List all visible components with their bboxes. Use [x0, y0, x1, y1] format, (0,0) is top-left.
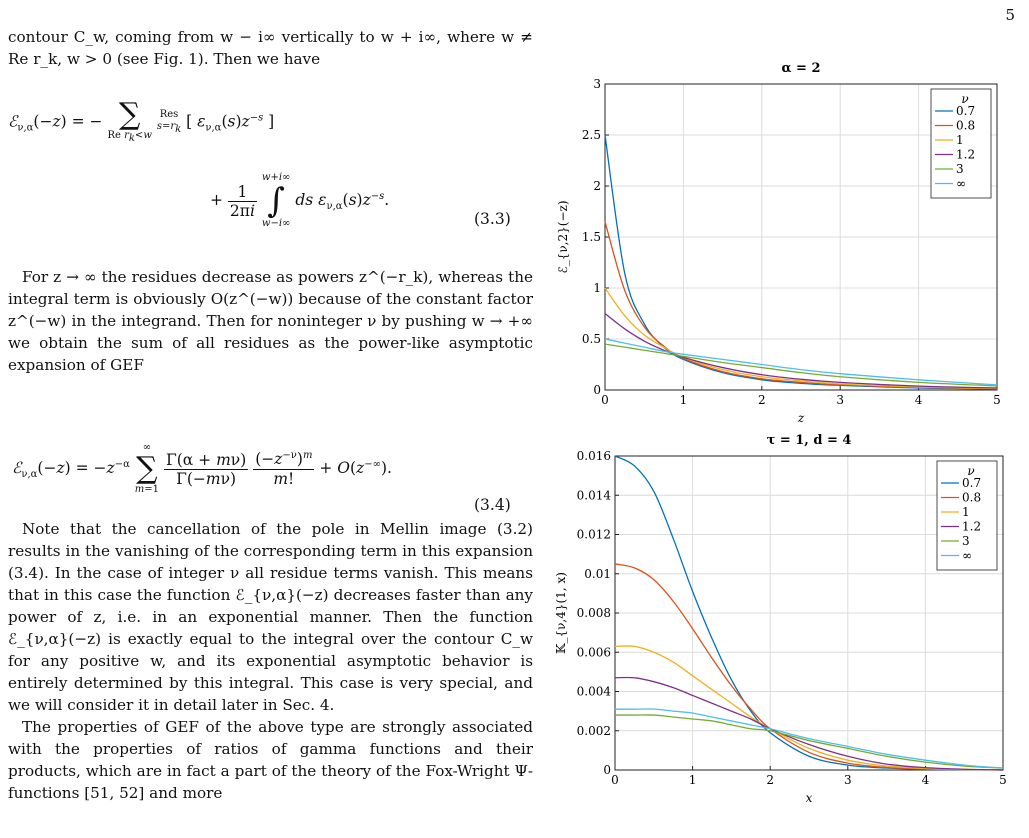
x-tick-label: 3	[843, 773, 852, 787]
y-tick-label: 0.012	[576, 527, 611, 542]
legend-entry: 0.8	[956, 118, 976, 133]
x-axis-label: z	[797, 411, 805, 425]
x-tick-label: 3	[836, 393, 845, 407]
x-tick-label: 1	[688, 773, 697, 787]
text-column	[8, 26, 533, 72]
chart-tau-1-d-4	[555, 428, 1005, 808]
paragraph-2: For z → ∞ the residues decrease as powers z^(−r_k), whereas the integral term is obviously O(z^(−w)) because of the constant factor z^(−w) in the integrand. Then for noninteger ν by pushing w → +∞ we obtain the sum of all residues as the power-like asymptotic expansion of GEF	[8, 268, 533, 374]
x-tick-label: 1	[679, 393, 688, 407]
series-line-2	[605, 222, 997, 389]
legend-entry: 3	[956, 162, 964, 176]
y-tick-label: 0.016	[576, 449, 611, 463]
paragraph-3: Note that the cancellation of the pole in Mellin image (3.2) results in the vanishing of the corresponding term in this expansion (3.4). In the case of integer ν all residue terms vanish. This means that in this case the function ℰ_{ν,α}(−z) decreases faster than any power of z, i.e. in an exponential manner. Then the function ℰ_{ν,α}(−z) is exactly equal to the integral over the contour C_w for any positive w, and its exponential asymptotic behavior is entirely determined by this integral. This case is very special, and we will consider it in detail later in Sec. 4.	[8, 520, 533, 714]
x-tick-label: 4	[914, 393, 923, 407]
y-tick-label: 1	[593, 281, 601, 295]
equation-3-4-label: (3.4)	[474, 496, 511, 514]
x-tick-label: 0	[611, 773, 619, 787]
x-tick-label: 2	[766, 773, 775, 787]
y-tick-label: 0	[603, 763, 611, 777]
y-tick-label: 0.01	[584, 566, 611, 581]
series-line-3	[615, 646, 1003, 770]
y-tick-label: 0.006	[576, 645, 611, 660]
equation-3-3-line1: ℰ$_{\nu,\alpha}$(−z) = − ∑ Re $r_k<w$ Res $s=r_k$ [ $\varepsilon_{\nu,\alpha}(s)z^{-s}$ ]	[8, 97, 275, 144]
x-tick-label: 5	[993, 393, 1001, 407]
legend-title: ν	[967, 464, 975, 478]
chart-alpha-2	[555, 50, 1005, 430]
legend-entry: 0.7	[962, 476, 982, 490]
chart-title: τ = 1, d = 4	[766, 433, 852, 448]
text-column-3	[8, 518, 533, 804]
y-tick-label: 0	[593, 383, 601, 397]
legend-title: ν	[961, 92, 969, 106]
y-axis-label: 𝕂_{ν,4}(1, x)	[554, 572, 568, 654]
y-tick-label: 0.014	[576, 488, 611, 503]
equation-3-4: ℰ$_{\nu,\alpha}$(−z) = $-z^{-\alpha}$ ∞ ∑ m=1 $\frac{\Gamma(\alpha + m\nu)}{\Gamma(-m\nu)}$ $\frac{(-z^{-\nu})^m}{m!}$ + O(z−∞).	[12, 442, 392, 495]
legend-entry: 0.7	[956, 104, 976, 118]
paragraph-4: The properties of GEF of the above type are strongly associated with the properties of ratios of gamma functions and their products, which are in fact a part of the theory of the Fox-Wright Ψ-functions [51, 52] and more	[8, 718, 533, 802]
y-tick-label: 0.002	[576, 723, 611, 738]
x-axis-label: x	[805, 791, 813, 805]
x-tick-label: 0	[601, 393, 609, 407]
legend-entry: 0.8	[962, 490, 982, 505]
equation-3-3-label: (3.3)	[474, 210, 511, 228]
equation-3-3-line2: + $\frac{1}{2\pi i}$ w+i∞ ∫ w−i∞ ds $\varepsilon_{\nu,\alpha}(s)z^{-s}$.	[210, 172, 390, 229]
series-line-6	[615, 709, 1003, 768]
page-number: 5	[1005, 6, 1015, 24]
legend-entry: 1	[962, 505, 970, 519]
series-line-5	[615, 715, 1003, 768]
y-tick-label: 2.5	[581, 128, 601, 142]
legend-entry: 3	[962, 534, 970, 548]
y-tick-label: 2	[593, 179, 601, 193]
y-tick-label: 1.5	[581, 230, 601, 244]
y-tick-label: 0.5	[581, 332, 601, 346]
y-tick-label: 0.004	[576, 684, 611, 699]
y-axis-label: ℰ_{ν,2}(−z)	[556, 200, 570, 274]
legend-entry: 1.2	[956, 147, 976, 162]
legend-entry: ∞	[956, 176, 966, 191]
text-column-2	[8, 266, 533, 376]
legend-entry: 1	[956, 133, 964, 147]
legend-entry: ∞	[962, 548, 972, 563]
series-line-3	[605, 288, 997, 388]
paragraph-1: contour C_w, coming from w − i∞ vertically to w + i∞, where w ≠ Re r_k, w > 0 (see Fig. 1). Then we have	[8, 28, 533, 68]
x-tick-label: 2	[757, 393, 766, 407]
y-tick-label: 3	[593, 77, 601, 91]
legend-entry: 1.2	[962, 519, 982, 534]
x-tick-label: 5	[999, 773, 1007, 787]
y-tick-label: 0.008	[576, 606, 611, 620]
chart-title: α = 2	[781, 61, 821, 76]
x-tick-label: 4	[921, 773, 930, 787]
